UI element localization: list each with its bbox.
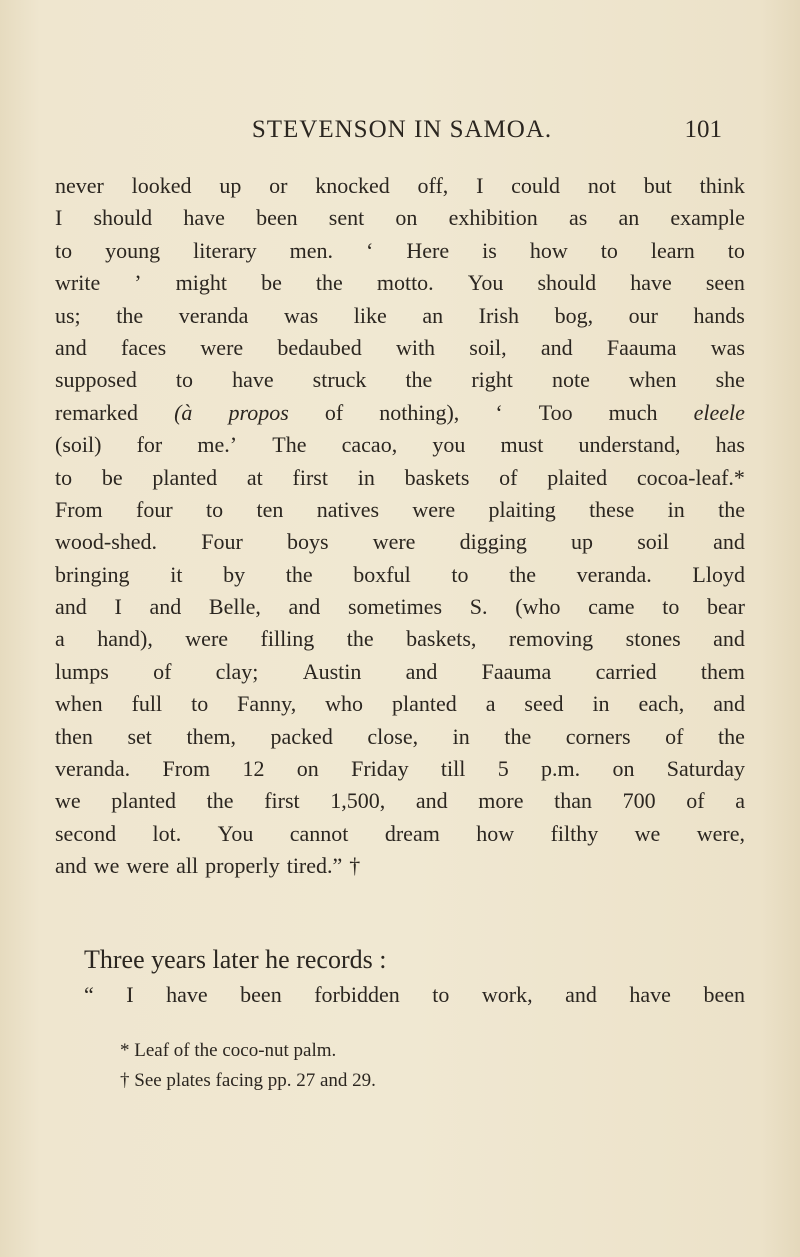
word: properly xyxy=(205,853,280,879)
word: been xyxy=(240,982,282,1007)
word: the xyxy=(346,626,374,652)
word: the xyxy=(504,723,532,749)
word: ten xyxy=(256,496,284,522)
word: for xyxy=(136,432,163,458)
word: a xyxy=(735,788,745,814)
text-line xyxy=(55,235,745,267)
word: example xyxy=(670,205,745,231)
word: on xyxy=(296,756,319,782)
word: set xyxy=(127,723,152,749)
word: of xyxy=(665,723,684,749)
word: by xyxy=(223,561,246,587)
text-line xyxy=(55,753,745,785)
word: and xyxy=(713,529,745,555)
word: the xyxy=(285,561,313,587)
word: not xyxy=(587,173,616,198)
word: and xyxy=(565,982,597,1007)
word: like xyxy=(353,302,387,328)
text-line xyxy=(55,267,745,299)
text-line xyxy=(55,397,745,429)
word: soil, xyxy=(469,334,507,360)
word: 12 xyxy=(242,756,265,782)
word: be xyxy=(261,270,282,296)
page-number: 101 xyxy=(684,116,722,143)
word: have xyxy=(629,982,671,1007)
word: I xyxy=(476,173,484,198)
word: Irish xyxy=(478,302,519,328)
word: have xyxy=(630,270,672,296)
word: or xyxy=(269,173,288,198)
word: veranda. xyxy=(576,561,652,587)
word: were xyxy=(185,626,229,652)
word: have xyxy=(232,367,274,393)
word: S. xyxy=(469,594,488,620)
word: were xyxy=(126,853,170,879)
word: veranda. xyxy=(55,756,131,782)
word: never xyxy=(55,173,104,198)
word: eleele xyxy=(693,399,745,425)
word: plaited xyxy=(547,464,608,490)
word: work, xyxy=(481,982,533,1007)
word: knocked xyxy=(315,173,390,198)
word: and xyxy=(713,626,745,652)
word: learn xyxy=(650,237,695,263)
word: in xyxy=(452,723,470,749)
word: I xyxy=(114,594,122,620)
word: bog, xyxy=(554,302,594,328)
word: been xyxy=(703,982,745,1007)
word: to xyxy=(55,464,73,490)
word: remarked xyxy=(55,399,139,425)
word: right xyxy=(471,367,513,393)
word: to xyxy=(662,594,680,620)
word: has xyxy=(715,432,745,458)
word: in xyxy=(357,464,375,490)
word: the xyxy=(718,723,745,749)
word: (soil) xyxy=(55,432,102,458)
word: when xyxy=(55,691,103,717)
word: note xyxy=(551,367,590,393)
word: looked xyxy=(131,173,192,198)
word: Fanny, xyxy=(237,691,297,717)
word: in xyxy=(667,496,685,522)
word: were xyxy=(412,496,456,522)
word: and xyxy=(55,334,87,360)
word: bedaubed xyxy=(277,334,362,360)
word: (à xyxy=(174,399,193,425)
word: it xyxy=(170,561,183,587)
word: † xyxy=(349,853,361,879)
text-line xyxy=(55,332,745,364)
word: and xyxy=(540,334,573,360)
footnote-1: * Leaf of the coco-nut palm. xyxy=(120,1040,337,1061)
word: all xyxy=(176,853,199,879)
word: Friday xyxy=(351,756,409,782)
word: struck xyxy=(312,367,367,393)
word: to xyxy=(55,237,73,263)
word: with xyxy=(395,334,436,360)
text-line xyxy=(55,202,745,234)
word: could xyxy=(511,173,561,198)
word: first xyxy=(264,788,300,814)
word: planted xyxy=(392,691,457,717)
footnotes xyxy=(120,1036,376,1096)
word: clay; xyxy=(215,658,259,684)
word: first xyxy=(292,464,328,490)
word: boxful xyxy=(353,561,411,587)
word: baskets, xyxy=(406,626,477,652)
word: and xyxy=(405,658,438,684)
text-line xyxy=(55,818,745,850)
word: of xyxy=(153,658,172,684)
word: at xyxy=(246,464,263,490)
word: full xyxy=(131,691,163,717)
word: write xyxy=(55,270,101,296)
word: motto. xyxy=(376,270,434,296)
word: digging xyxy=(459,529,527,555)
word: we xyxy=(93,853,120,879)
word: on xyxy=(395,205,418,231)
running-head xyxy=(82,112,722,152)
word: cocoa-leaf.* xyxy=(636,464,745,490)
word: should xyxy=(93,205,153,231)
text-line xyxy=(55,721,745,753)
body-text xyxy=(55,170,745,883)
word: (who xyxy=(515,594,561,620)
word: p.m. xyxy=(541,756,581,782)
word: were xyxy=(200,334,244,360)
word: up xyxy=(571,529,594,555)
word: who xyxy=(325,691,364,717)
text-line xyxy=(55,364,745,396)
word: The xyxy=(272,432,307,458)
word: to xyxy=(451,561,469,587)
word: was xyxy=(710,334,745,360)
word: filling xyxy=(260,626,315,652)
word: cacao, xyxy=(341,432,398,458)
word: natives xyxy=(316,496,380,522)
word: tired.” xyxy=(286,853,343,879)
word: than xyxy=(554,788,592,814)
word: bear xyxy=(707,594,745,620)
text-line xyxy=(55,785,745,817)
word: was xyxy=(283,302,319,328)
word: removing xyxy=(508,626,594,652)
word: seen xyxy=(705,270,745,296)
word: more xyxy=(478,788,524,814)
word: Lloyd xyxy=(692,561,745,587)
word: then xyxy=(55,723,93,749)
word: From xyxy=(162,756,211,782)
quote-line xyxy=(84,978,745,1012)
word: hand), xyxy=(97,626,153,652)
footnote-2: † See plates facing pp. 27 and 29. xyxy=(120,1070,376,1091)
word: Faauma xyxy=(606,334,677,360)
word: packed xyxy=(270,723,333,749)
word: lumps xyxy=(55,658,109,684)
word: forbidden xyxy=(314,982,400,1007)
text-line xyxy=(55,623,745,655)
text-line xyxy=(55,656,745,688)
word: the xyxy=(315,270,343,296)
word: Here xyxy=(406,237,450,263)
word: but xyxy=(643,173,672,198)
word: bringing xyxy=(55,561,130,587)
word: sometimes xyxy=(348,594,443,620)
word: Four xyxy=(201,529,243,555)
word: understand, xyxy=(578,432,681,458)
running-title: STEVENSON IN SAMOA. xyxy=(251,116,553,143)
word: 1,500, xyxy=(330,788,386,814)
word: think xyxy=(699,173,745,198)
word: to xyxy=(432,982,450,1007)
word: 5 xyxy=(497,756,509,782)
word: were xyxy=(372,529,416,555)
word: carried xyxy=(595,658,657,684)
text-line xyxy=(55,526,745,558)
word: and xyxy=(713,691,745,717)
word: propos xyxy=(228,399,289,425)
word: four xyxy=(136,496,173,522)
word: I xyxy=(126,982,134,1007)
word: baskets xyxy=(404,464,470,490)
word: Too xyxy=(538,399,573,425)
word: soil xyxy=(637,529,669,555)
word: should xyxy=(537,270,597,296)
word: filthy xyxy=(550,820,599,846)
word: these xyxy=(589,496,635,522)
word: to xyxy=(191,691,209,717)
word: wood-shed. xyxy=(55,529,158,555)
word: and xyxy=(288,594,321,620)
text-line xyxy=(55,591,745,623)
word: nothing), xyxy=(379,399,460,425)
word: sent xyxy=(328,205,365,231)
word: us; xyxy=(55,302,81,328)
word: literary xyxy=(193,237,257,263)
text-line xyxy=(55,850,745,882)
word: we xyxy=(634,820,661,846)
text-line xyxy=(55,300,745,332)
word: Faauma xyxy=(481,658,552,684)
word: You xyxy=(467,270,504,296)
word: be xyxy=(101,464,123,490)
word: cannot xyxy=(289,820,349,846)
word: how xyxy=(476,820,515,846)
text-line xyxy=(55,462,745,494)
word: and xyxy=(415,788,448,814)
word: the xyxy=(116,302,144,328)
word: much xyxy=(608,399,658,425)
word: in xyxy=(592,691,610,717)
word: dream xyxy=(384,820,440,846)
word: men. xyxy=(289,237,334,263)
word: as xyxy=(568,205,588,231)
word: boys xyxy=(286,529,329,555)
word: stones xyxy=(625,626,681,652)
word: and xyxy=(55,853,87,879)
word: young xyxy=(105,237,161,263)
word: them xyxy=(700,658,745,684)
word: to xyxy=(600,237,618,263)
word: on xyxy=(612,756,635,782)
word: might xyxy=(175,270,227,296)
word: second xyxy=(55,820,117,846)
word: the xyxy=(509,561,536,587)
word: when xyxy=(628,367,677,393)
word: and xyxy=(55,594,87,620)
word: of xyxy=(686,788,705,814)
word: the xyxy=(206,788,234,814)
word: planted xyxy=(111,788,177,814)
word: ’ xyxy=(134,270,142,296)
word: and xyxy=(149,594,182,620)
word: each, xyxy=(638,691,685,717)
word: a xyxy=(485,691,496,717)
word: faces xyxy=(121,334,167,360)
text-line xyxy=(55,170,745,202)
word: came xyxy=(588,594,635,620)
text-line xyxy=(55,429,745,461)
word: From xyxy=(55,496,103,522)
word: were, xyxy=(696,820,745,846)
word: must xyxy=(500,432,544,458)
word: Austin xyxy=(302,658,362,684)
word: an xyxy=(618,205,640,231)
word: you xyxy=(432,432,466,458)
word: me.’ xyxy=(197,432,238,458)
word: veranda xyxy=(178,302,249,328)
word: of xyxy=(324,399,344,425)
word: You xyxy=(217,820,254,846)
word: I xyxy=(55,205,63,231)
word: a xyxy=(55,626,65,652)
word: have xyxy=(166,982,208,1007)
word: of xyxy=(499,464,518,490)
word: 700 xyxy=(622,788,656,814)
word: supposed xyxy=(55,367,137,393)
section-subhead: Three years later he records : xyxy=(84,945,387,974)
word: up xyxy=(219,173,242,198)
word: have xyxy=(183,205,225,231)
word: is xyxy=(482,237,497,263)
word: to xyxy=(727,237,745,263)
word: exhibition xyxy=(448,205,538,231)
word: lot. xyxy=(152,820,182,846)
word: the xyxy=(405,367,433,393)
word: hands xyxy=(693,302,745,328)
word: Saturday xyxy=(666,756,745,782)
word: to xyxy=(206,496,224,522)
text-line xyxy=(55,559,745,591)
word: “ xyxy=(84,982,94,1007)
word: our xyxy=(628,302,658,328)
word: planted xyxy=(152,464,218,490)
word: an xyxy=(422,302,444,328)
word: the xyxy=(718,496,745,522)
word: till xyxy=(440,756,466,782)
word: been xyxy=(256,205,298,231)
word: ‘ xyxy=(495,399,503,425)
word: she xyxy=(715,367,745,393)
word: off, xyxy=(417,173,449,198)
word: close, xyxy=(367,723,419,749)
word: seed xyxy=(524,691,564,717)
word: to xyxy=(175,367,194,393)
word: we xyxy=(55,788,81,814)
word: them, xyxy=(186,723,236,749)
text-line xyxy=(55,494,745,526)
word: how xyxy=(529,237,568,263)
word: ‘ xyxy=(366,237,374,263)
word: Belle, xyxy=(208,594,261,620)
text-line xyxy=(55,688,745,720)
word: plaiting xyxy=(488,496,556,522)
word: corners xyxy=(565,723,631,749)
